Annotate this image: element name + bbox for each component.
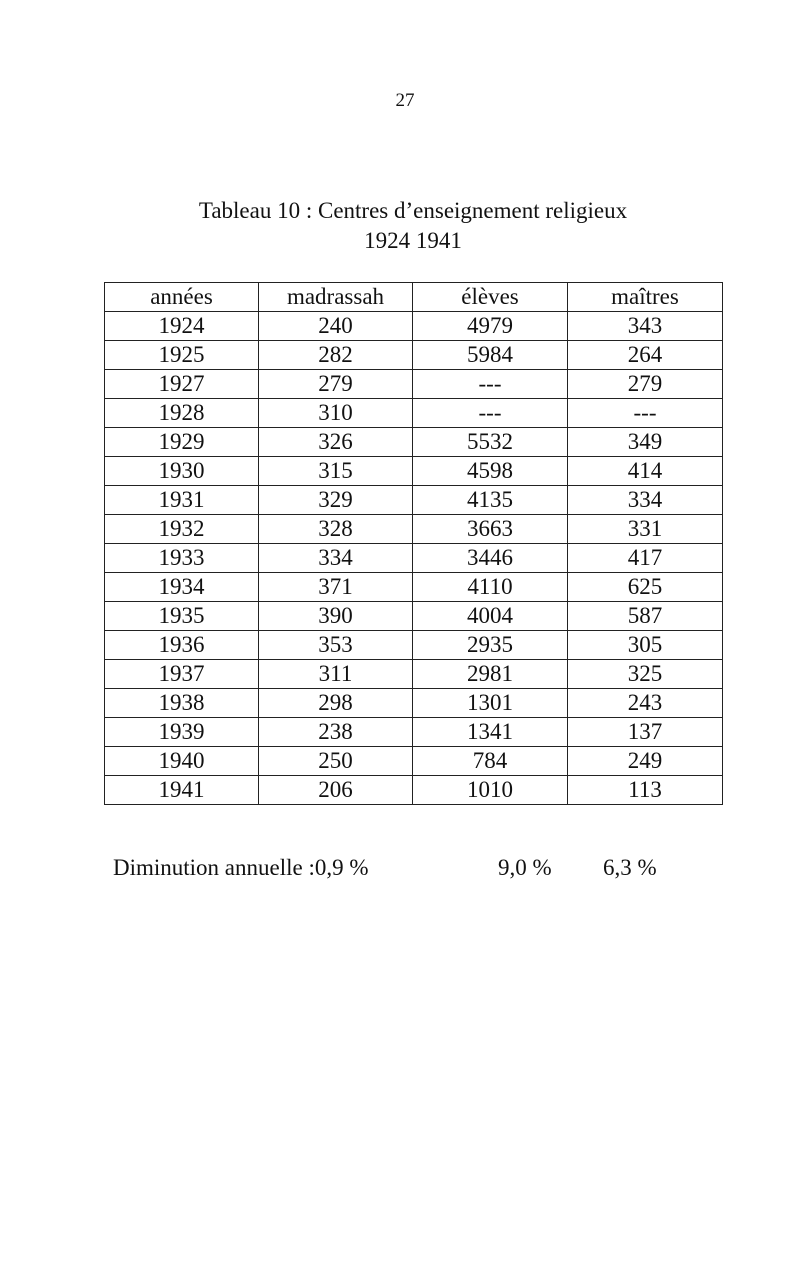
table-row [105, 689, 723, 718]
cell-madrassah: 390 [259, 602, 413, 631]
cell-madrassah: 206 [259, 776, 413, 805]
cell-eleves: 2935 [413, 631, 568, 660]
cell-eleves: 4004 [413, 602, 568, 631]
cell-annee: 1931 [105, 486, 259, 515]
cell-madrassah: 298 [259, 689, 413, 718]
cell-eleves: 784 [413, 747, 568, 776]
cell-maitres: 587 [568, 602, 723, 631]
cell-annee: 1928 [105, 399, 259, 428]
cell-madrassah: 238 [259, 718, 413, 747]
cell-annee: 1933 [105, 544, 259, 573]
table-row [105, 573, 723, 602]
annual-decrease-row [113, 855, 693, 885]
cell-madrassah: 371 [259, 573, 413, 602]
table-row [105, 370, 723, 399]
cell-maitres: 343 [568, 312, 723, 341]
cell-madrassah: 240 [259, 312, 413, 341]
cell-eleves: 5532 [413, 428, 568, 457]
table-header-row [105, 283, 723, 312]
cell-eleves: 1301 [413, 689, 568, 718]
cell-maitres: 264 [568, 341, 723, 370]
cell-eleves: 4598 [413, 457, 568, 486]
cell-maitres: 331 [568, 515, 723, 544]
cell-annee: 1937 [105, 660, 259, 689]
cell-madrassah: 328 [259, 515, 413, 544]
cell-maitres: 349 [568, 428, 723, 457]
cell-madrassah: 310 [259, 399, 413, 428]
cell-annee: 1925 [105, 341, 259, 370]
annual-decrease-eleves: 9,0 % [498, 855, 552, 880]
cell-annee: 1938 [105, 689, 259, 718]
cell-eleves: 3663 [413, 515, 568, 544]
table-row [105, 515, 723, 544]
table-row [105, 341, 723, 370]
table-body [105, 312, 723, 805]
cell-annee: 1934 [105, 573, 259, 602]
cell-maitres: --- [568, 399, 723, 428]
cell-maitres: 137 [568, 718, 723, 747]
cell-madrassah: 279 [259, 370, 413, 399]
table-row [105, 486, 723, 515]
table-row [105, 747, 723, 776]
data-table-container [104, 282, 723, 805]
column-header-eleves: élèves [413, 283, 568, 312]
cell-madrassah: 250 [259, 747, 413, 776]
cell-annee: 1927 [105, 370, 259, 399]
cell-maitres: 249 [568, 747, 723, 776]
cell-eleves: 5984 [413, 341, 568, 370]
cell-annee: 1936 [105, 631, 259, 660]
cell-madrassah: 326 [259, 428, 413, 457]
cell-annee: 1939 [105, 718, 259, 747]
cell-maitres: 113 [568, 776, 723, 805]
cell-maitres: 417 [568, 544, 723, 573]
cell-annee: 1940 [105, 747, 259, 776]
cell-annee: 1935 [105, 602, 259, 631]
cell-madrassah: 282 [259, 341, 413, 370]
table-row [105, 544, 723, 573]
cell-madrassah: 329 [259, 486, 413, 515]
column-header-madrassah: madrassah [259, 283, 413, 312]
cell-madrassah: 315 [259, 457, 413, 486]
cell-eleves: --- [413, 399, 568, 428]
cell-annee: 1924 [105, 312, 259, 341]
cell-maitres: 305 [568, 631, 723, 660]
cell-maitres: 325 [568, 660, 723, 689]
cell-eleves: 3446 [413, 544, 568, 573]
table-row [105, 660, 723, 689]
annual-decrease-maitres: 6,3 % [603, 855, 657, 880]
table-row [105, 457, 723, 486]
annual-decrease-label: Diminution annuelle :0,9 % [113, 855, 369, 880]
cell-annee: 1932 [105, 515, 259, 544]
cell-annee: 1930 [105, 457, 259, 486]
table-row [105, 776, 723, 805]
cell-maitres: 243 [568, 689, 723, 718]
table-row [105, 399, 723, 428]
table-row [105, 602, 723, 631]
cell-eleves: 1010 [413, 776, 568, 805]
cell-annee: 1941 [105, 776, 259, 805]
table-title-line-1: Tableau 10 : Centres d’enseignement religieux [198, 198, 628, 223]
table-row [105, 718, 723, 747]
cell-eleves: 4979 [413, 312, 568, 341]
cell-annee: 1929 [105, 428, 259, 457]
cell-eleves: 1341 [413, 718, 568, 747]
table-row [105, 631, 723, 660]
page-number: 27 [395, 90, 415, 111]
cell-madrassah: 311 [259, 660, 413, 689]
cell-maitres: 279 [568, 370, 723, 399]
table-row [105, 312, 723, 341]
table-title-line-2: 1924 1941 [364, 228, 462, 253]
cell-maitres: 625 [568, 573, 723, 602]
cell-eleves: 4135 [413, 486, 568, 515]
cell-maitres: 334 [568, 486, 723, 515]
table-row [105, 428, 723, 457]
cell-madrassah: 334 [259, 544, 413, 573]
data-table [104, 282, 723, 805]
cell-eleves: --- [413, 370, 568, 399]
column-header-annees: années [105, 283, 259, 312]
cell-eleves: 4110 [413, 573, 568, 602]
cell-eleves: 2981 [413, 660, 568, 689]
column-header-maitres: maîtres [568, 283, 723, 312]
cell-maitres: 414 [568, 457, 723, 486]
table-title [0, 196, 810, 256]
cell-madrassah: 353 [259, 631, 413, 660]
